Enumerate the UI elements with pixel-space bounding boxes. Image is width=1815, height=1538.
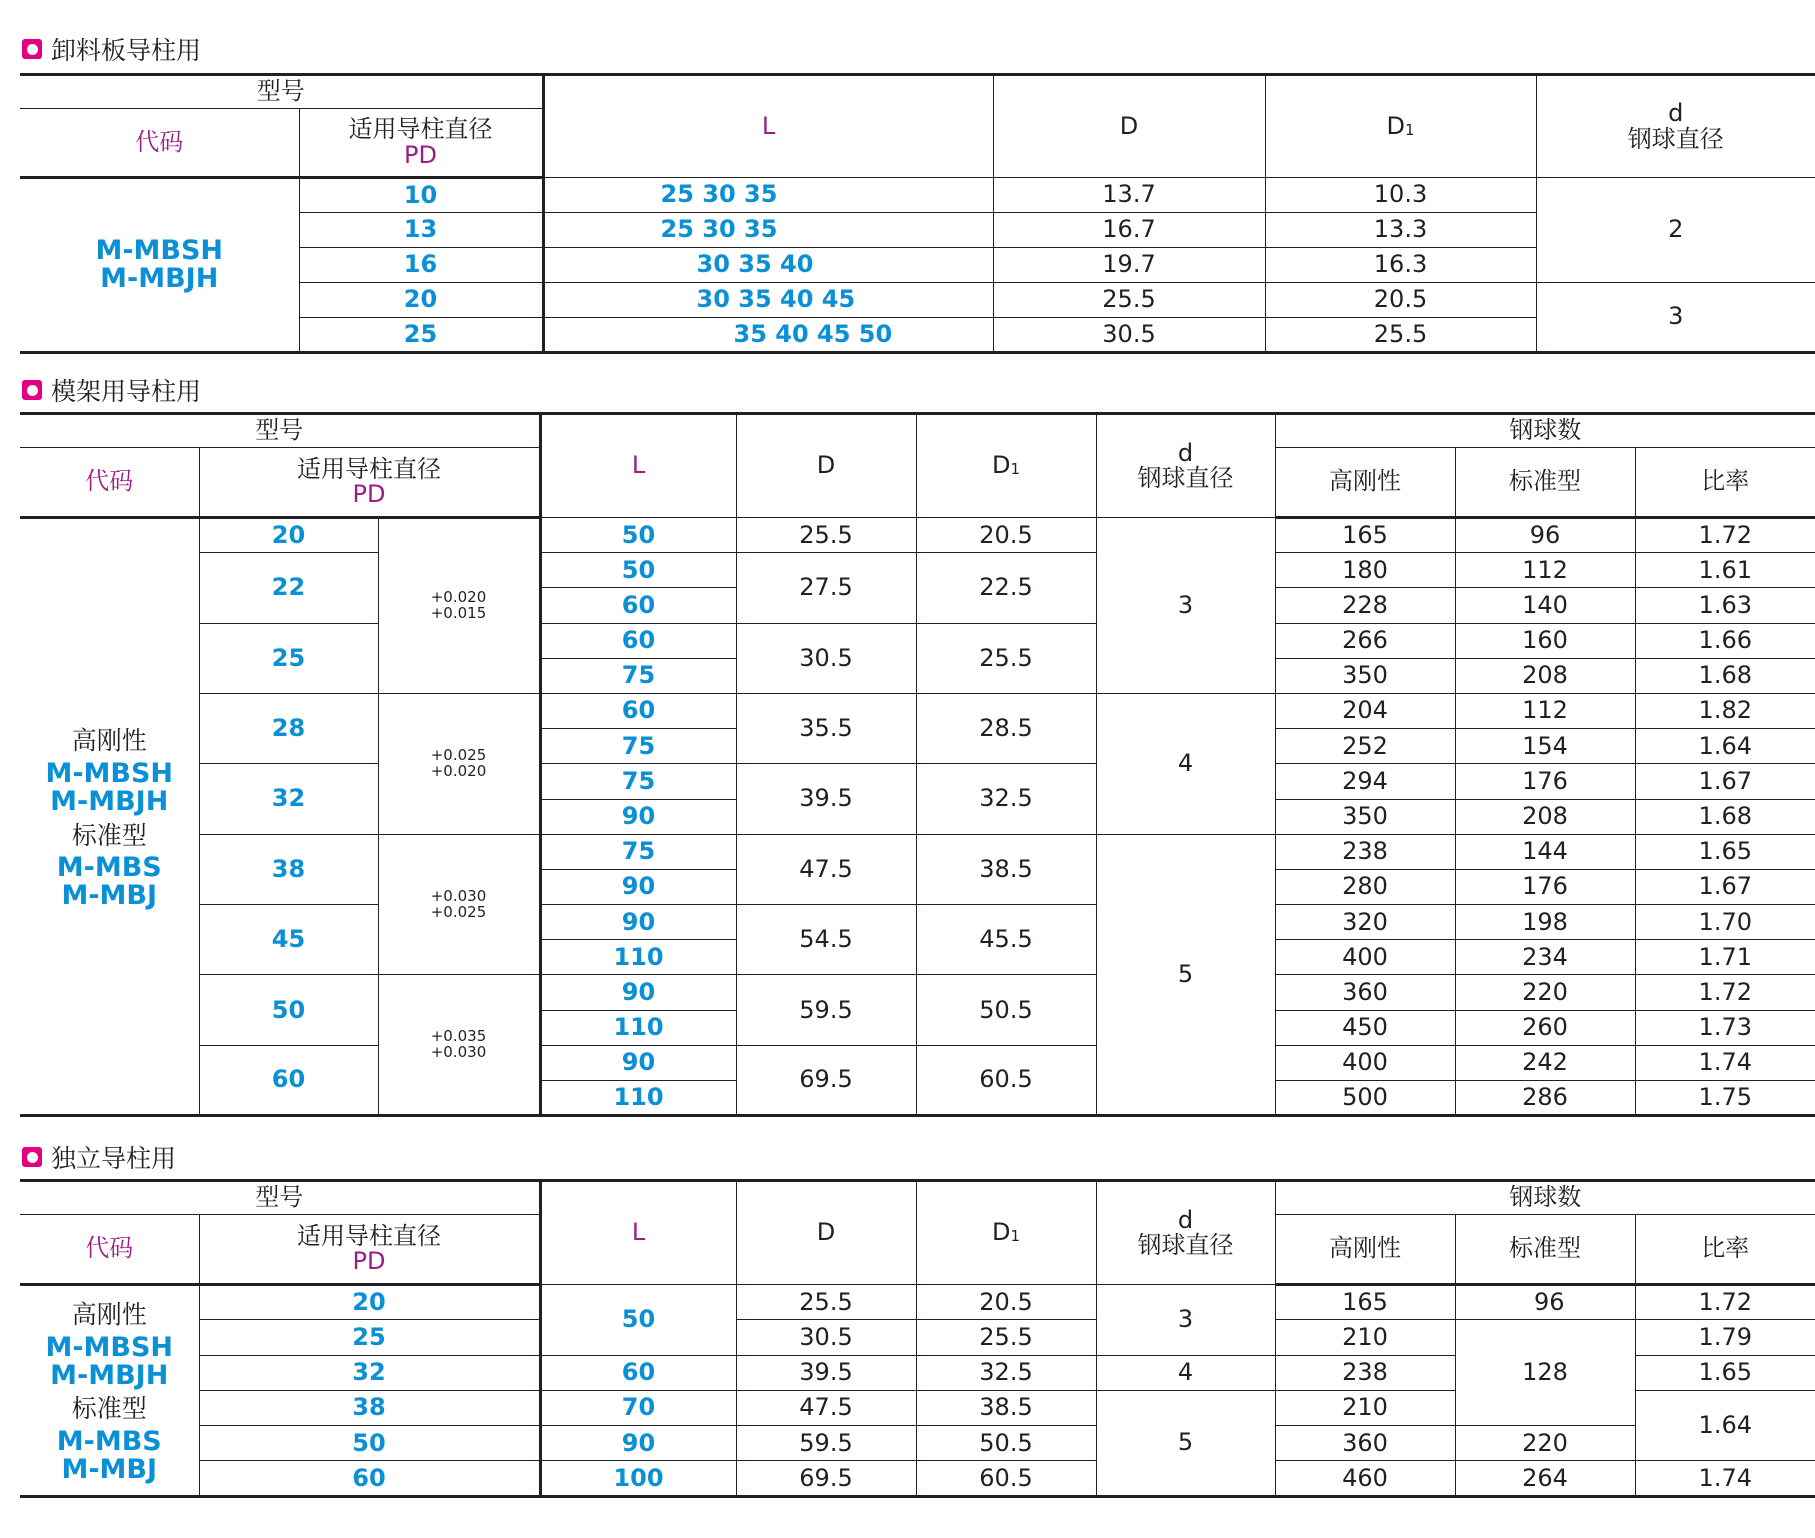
l-cell: 50 — [540, 553, 736, 588]
header-d1-main: D — [1386, 111, 1405, 140]
std-cell: 144 — [1455, 834, 1635, 869]
pd-cell: 20 — [299, 283, 543, 318]
ratio-cell: 1.68 — [1635, 799, 1815, 834]
ratio-cell: 1.67 — [1635, 869, 1815, 904]
header-l: L — [540, 414, 736, 518]
ball-dia-cell: 5 — [1096, 1390, 1275, 1496]
d-cell: 25.5 — [736, 1285, 916, 1320]
pd-cell: 13 — [299, 213, 543, 248]
bullet-icon — [22, 1147, 42, 1167]
d-cell: 35.5 — [736, 693, 916, 763]
std-cell: 112 — [1455, 553, 1635, 588]
l-cell: 90 — [540, 799, 736, 834]
code-text: M-MBJ — [61, 1454, 158, 1486]
ratio-cell: 1.64 — [1635, 1390, 1815, 1461]
header-pd-line2: PD — [352, 480, 386, 508]
header-pd — [199, 1215, 540, 1285]
d1-cell: 20.5 — [1265, 283, 1536, 318]
section-3-title — [22, 1140, 176, 1174]
d-cell: 69.5 — [736, 1461, 916, 1496]
l-cell: 75 — [540, 764, 736, 799]
pd-cell: 28 — [199, 693, 378, 763]
std-cell: 96 — [1455, 1285, 1635, 1320]
l-cell: 110 — [540, 1081, 736, 1116]
l-cell: 110 — [540, 940, 736, 975]
header-d: D — [736, 1181, 916, 1285]
high-cell: 400 — [1275, 940, 1455, 975]
d1-cell: 20.5 — [916, 518, 1096, 553]
header-pd-line1: 适用导柱直径 — [297, 1221, 441, 1250]
d1-cell: 38.5 — [916, 1390, 1096, 1425]
code-text: M-MBSH — [45, 1331, 174, 1363]
code-label-standard: 标准型 — [71, 820, 147, 850]
section-2-title-text: 模架用导柱用 — [51, 377, 202, 406]
high-cell: 400 — [1275, 1045, 1455, 1080]
std-cell: 198 — [1455, 905, 1635, 940]
high-cell: 252 — [1275, 729, 1455, 764]
section-2-title — [22, 373, 201, 407]
high-cell: 165 — [1275, 518, 1455, 553]
std-cell: 260 — [1455, 1010, 1635, 1045]
d1-cell: 22.5 — [916, 553, 1096, 623]
tolerance-cell — [378, 975, 540, 1116]
header-model: 型号 — [20, 1181, 540, 1215]
header-ratio: 比率 — [1635, 448, 1815, 518]
high-cell: 204 — [1275, 693, 1455, 728]
header-pd — [199, 448, 540, 518]
code-text: M-MBS — [56, 1425, 162, 1457]
ratio-cell: 1.68 — [1635, 658, 1815, 693]
pd-cell: 45 — [199, 905, 378, 975]
d-cell: 39.5 — [736, 1355, 916, 1390]
l-cell: 25 30 35 — [543, 213, 993, 248]
l-cell: 60 — [540, 693, 736, 728]
std-cell: 112 — [1455, 693, 1635, 728]
tolerance-upper: +0.030 — [430, 886, 487, 905]
table-die-set-guide-post — [20, 412, 1815, 1117]
pd-cell: 16 — [299, 248, 543, 283]
pd-cell: 50 — [199, 1426, 540, 1461]
ratio-cell: 1.72 — [1635, 975, 1815, 1010]
ratio-cell: 1.73 — [1635, 1010, 1815, 1045]
high-cell: 210 — [1275, 1320, 1455, 1355]
std-cell: 242 — [1455, 1045, 1635, 1080]
d-cell: 27.5 — [736, 553, 916, 623]
ball-dia-cell: 3 — [1096, 1285, 1275, 1356]
header-standard: 标准型 — [1455, 1215, 1635, 1285]
high-cell: 238 — [1275, 834, 1455, 869]
section-3-title-text: 独立导柱用 — [51, 1144, 177, 1173]
ball-dia-cell: 4 — [1096, 693, 1275, 834]
pd-cell: 25 — [199, 1320, 540, 1355]
tolerance-upper: +0.035 — [430, 1027, 487, 1046]
d-cell: 59.5 — [736, 1426, 916, 1461]
header-d: D — [993, 75, 1265, 178]
header-high-rigidity: 高刚性 — [1275, 1215, 1455, 1285]
tolerance-cell — [378, 693, 540, 834]
pd-cell: 22 — [199, 553, 378, 623]
tolerance-upper: +0.025 — [430, 746, 487, 765]
table-stripper-guide-post — [20, 73, 1815, 354]
bullet-icon — [22, 39, 42, 59]
d1-cell: 60.5 — [916, 1461, 1096, 1496]
d1-cell: 32.5 — [916, 1355, 1096, 1390]
high-cell: 294 — [1275, 764, 1455, 799]
l-cell: 60 — [540, 623, 736, 658]
header-d1-sub: 1 — [1010, 1227, 1021, 1246]
l-cell: 75 — [540, 658, 736, 693]
l-cell: 110 — [540, 1010, 736, 1045]
std-cell: 176 — [1455, 869, 1635, 904]
ratio-cell: 1.72 — [1635, 1285, 1815, 1320]
tolerance-lower: +0.020 — [430, 761, 487, 780]
pd-cell: 50 — [199, 975, 378, 1045]
d-cell: 39.5 — [736, 764, 916, 834]
header-ball-dia-line1: d — [1177, 1205, 1194, 1234]
header-model: 型号 — [20, 414, 540, 448]
l-cell: 35 40 45 50 — [543, 318, 993, 353]
std-cell: 128 — [1455, 1320, 1635, 1426]
d-cell: 13.7 — [993, 178, 1265, 213]
code-text: M-MBSH — [45, 757, 174, 789]
ratio-cell: 1.65 — [1635, 1355, 1815, 1390]
high-cell: 360 — [1275, 1426, 1455, 1461]
header-code: 代码 — [20, 1215, 199, 1285]
d1-cell: 25.5 — [916, 1320, 1096, 1355]
header-d1-main: D — [991, 1218, 1011, 1247]
d-cell: 19.7 — [993, 248, 1265, 283]
d1-cell: 28.5 — [916, 693, 1096, 763]
d1-cell: 20.5 — [916, 1285, 1096, 1320]
header-l: L — [540, 1181, 736, 1285]
high-cell: 210 — [1275, 1390, 1455, 1425]
ratio-cell: 1.67 — [1635, 764, 1815, 799]
d-cell: 16.7 — [993, 213, 1265, 248]
std-cell: 220 — [1455, 975, 1635, 1010]
std-cell: 154 — [1455, 729, 1635, 764]
high-cell: 360 — [1275, 975, 1455, 1010]
d1-cell: 50.5 — [916, 1426, 1096, 1461]
high-cell: 450 — [1275, 1010, 1455, 1045]
d-cell: 30.5 — [736, 1320, 916, 1355]
header-model: 型号 — [20, 75, 543, 109]
header-l: L — [543, 75, 993, 178]
header-pd-line1: 适用导柱直径 — [297, 454, 441, 483]
std-cell: 160 — [1455, 623, 1635, 658]
ball-dia-cell: 2 — [1536, 178, 1815, 283]
header-pd-line2: PD — [404, 140, 437, 169]
std-cell: 234 — [1455, 940, 1635, 975]
l-cell: 75 — [540, 729, 736, 764]
pd-cell: 38 — [199, 834, 378, 904]
d-cell: 25.5 — [736, 518, 916, 553]
tolerance-upper: +0.020 — [430, 588, 487, 607]
d-cell: 69.5 — [736, 1045, 916, 1115]
d-cell: 25.5 — [993, 283, 1265, 318]
d1-cell: 25.5 — [1265, 318, 1536, 353]
tolerance-cell — [378, 518, 540, 694]
l-cell: 90 — [540, 905, 736, 940]
pd-cell: 25 — [299, 318, 543, 353]
pd-cell: 60 — [199, 1461, 540, 1496]
d1-cell: 45.5 — [916, 905, 1096, 975]
header-high-rigidity: 高刚性 — [1275, 448, 1455, 518]
tolerance-lower: +0.030 — [430, 1042, 487, 1061]
header-ball-dia-line1: d — [1668, 99, 1684, 128]
l-cell: 25 30 35 — [543, 178, 993, 213]
table-independent-guide-post — [20, 1179, 1815, 1498]
d1-cell: 16.3 — [1265, 248, 1536, 283]
l-cell: 100 — [540, 1461, 736, 1496]
ball-dia-cell: 3 — [1096, 518, 1275, 694]
high-cell: 280 — [1275, 869, 1455, 904]
pd-cell: 25 — [199, 623, 378, 693]
high-cell: 500 — [1275, 1081, 1455, 1116]
high-cell: 238 — [1275, 1355, 1455, 1390]
header-ball-count: 钢球数 — [1275, 1181, 1815, 1215]
high-cell: 165 — [1275, 1285, 1455, 1320]
header-code: 代码 — [20, 448, 199, 518]
l-cell: 90 — [540, 975, 736, 1010]
pd-cell: 38 — [199, 1390, 540, 1425]
header-d1 — [916, 414, 1096, 518]
tolerance-lower: +0.015 — [430, 603, 487, 622]
l-cell: 30 35 40 — [543, 248, 993, 283]
code-label-standard: 标准型 — [71, 1394, 147, 1424]
d-cell: 54.5 — [736, 905, 916, 975]
code-text: M-MBJ — [61, 880, 158, 912]
d-cell: 47.5 — [736, 834, 916, 904]
header-ball-dia — [1536, 75, 1815, 178]
std-cell: 176 — [1455, 764, 1635, 799]
std-cell: 220 — [1455, 1426, 1635, 1461]
pd-cell: 20 — [199, 1285, 540, 1320]
ratio-cell: 1.82 — [1635, 693, 1815, 728]
header-d1-sub: 1 — [1010, 460, 1021, 479]
l-cell: 60 — [540, 1355, 736, 1390]
d-cell: 47.5 — [736, 1390, 916, 1425]
header-pd — [299, 109, 543, 178]
d-cell: 30.5 — [993, 318, 1265, 353]
header-ball-dia — [1096, 1181, 1275, 1285]
header-ball-count: 钢球数 — [1275, 414, 1815, 448]
ratio-cell: 1.75 — [1635, 1081, 1815, 1116]
high-cell: 350 — [1275, 799, 1455, 834]
section-1-title-text: 卸料板导柱用 — [51, 36, 202, 65]
code-text: M-MBSH — [95, 234, 224, 266]
header-ball-dia-line2: 钢球直径 — [1137, 1231, 1234, 1259]
std-cell: 96 — [1455, 518, 1635, 553]
pd-cell: 20 — [199, 518, 378, 553]
code-text: M-MBJH — [50, 786, 169, 818]
d1-cell: 32.5 — [916, 764, 1096, 834]
ratio-cell: 1.61 — [1635, 553, 1815, 588]
std-cell: 208 — [1455, 658, 1635, 693]
code-text: M-MBJH — [50, 1360, 169, 1392]
ratio-cell: 1.66 — [1635, 623, 1815, 658]
header-d1-sub: 1 — [1404, 120, 1415, 139]
d-cell: 30.5 — [736, 623, 916, 693]
code-cell — [20, 1285, 199, 1497]
d1-cell: 38.5 — [916, 834, 1096, 904]
header-standard: 标准型 — [1455, 448, 1635, 518]
pd-cell: 10 — [299, 178, 543, 213]
header-d1 — [1265, 75, 1536, 178]
l-cell: 50 — [540, 1285, 736, 1356]
header-d: D — [736, 414, 916, 518]
ratio-cell: 1.72 — [1635, 518, 1815, 553]
code-cell — [20, 518, 199, 1116]
ratio-cell: 1.74 — [1635, 1461, 1815, 1496]
d1-cell: 13.3 — [1265, 213, 1536, 248]
ratio-cell: 1.71 — [1635, 940, 1815, 975]
l-cell: 70 — [540, 1390, 736, 1425]
l-cell: 60 — [540, 588, 736, 623]
code-label-high: 高刚性 — [71, 1300, 147, 1330]
d1-cell: 60.5 — [916, 1045, 1096, 1115]
ratio-cell: 1.74 — [1635, 1045, 1815, 1080]
high-cell: 180 — [1275, 553, 1455, 588]
header-ball-dia-line1: d — [1177, 438, 1194, 467]
ball-dia-cell: 5 — [1096, 834, 1275, 1116]
std-cell: 264 — [1455, 1461, 1635, 1496]
l-cell: 75 — [540, 834, 736, 869]
section-1-title — [22, 32, 201, 66]
tolerance-cell — [378, 834, 540, 975]
header-code: 代码 — [20, 109, 299, 178]
d1-cell: 50.5 — [916, 975, 1096, 1045]
header-ball-dia-line2: 钢球直径 — [1627, 124, 1724, 153]
d1-cell: 25.5 — [916, 623, 1096, 693]
d-cell: 59.5 — [736, 975, 916, 1045]
high-cell: 228 — [1275, 588, 1455, 623]
tolerance-lower: +0.025 — [430, 902, 487, 921]
l-cell: 50 — [540, 518, 736, 553]
header-pd-line2: PD — [352, 1247, 386, 1275]
code-cell — [20, 178, 299, 353]
ratio-cell: 1.63 — [1635, 588, 1815, 623]
ratio-cell: 1.70 — [1635, 905, 1815, 940]
code-label-high: 高刚性 — [71, 726, 147, 756]
high-cell: 460 — [1275, 1461, 1455, 1496]
pd-cell: 32 — [199, 764, 378, 834]
l-cell: 30 35 40 45 — [543, 283, 993, 318]
l-cell: 90 — [540, 869, 736, 904]
code-text: M-MBS — [56, 852, 162, 884]
bullet-icon — [22, 380, 42, 400]
header-d1-main: D — [991, 451, 1011, 480]
l-cell: 90 — [540, 1045, 736, 1080]
high-cell: 320 — [1275, 905, 1455, 940]
pd-cell: 60 — [199, 1045, 378, 1115]
high-cell: 350 — [1275, 658, 1455, 693]
std-cell: 208 — [1455, 799, 1635, 834]
header-ball-dia-line2: 钢球直径 — [1137, 464, 1234, 492]
l-cell: 90 — [540, 1426, 736, 1461]
ball-dia-cell: 3 — [1536, 283, 1815, 353]
ratio-cell: 1.79 — [1635, 1320, 1815, 1355]
std-cell: 140 — [1455, 588, 1635, 623]
code-text: M-MBJH — [100, 263, 219, 294]
ball-dia-cell: 4 — [1096, 1355, 1275, 1390]
ratio-cell: 1.64 — [1635, 729, 1815, 764]
pd-cell: 32 — [199, 1355, 540, 1390]
high-cell: 266 — [1275, 623, 1455, 658]
header-ball-dia — [1096, 414, 1275, 518]
d1-cell: 10.3 — [1265, 178, 1536, 213]
header-ratio: 比率 — [1635, 1215, 1815, 1285]
ratio-cell: 1.65 — [1635, 834, 1815, 869]
header-d1 — [916, 1181, 1096, 1285]
header-pd-line1: 适用导柱直径 — [348, 115, 493, 144]
std-cell: 286 — [1455, 1081, 1635, 1116]
